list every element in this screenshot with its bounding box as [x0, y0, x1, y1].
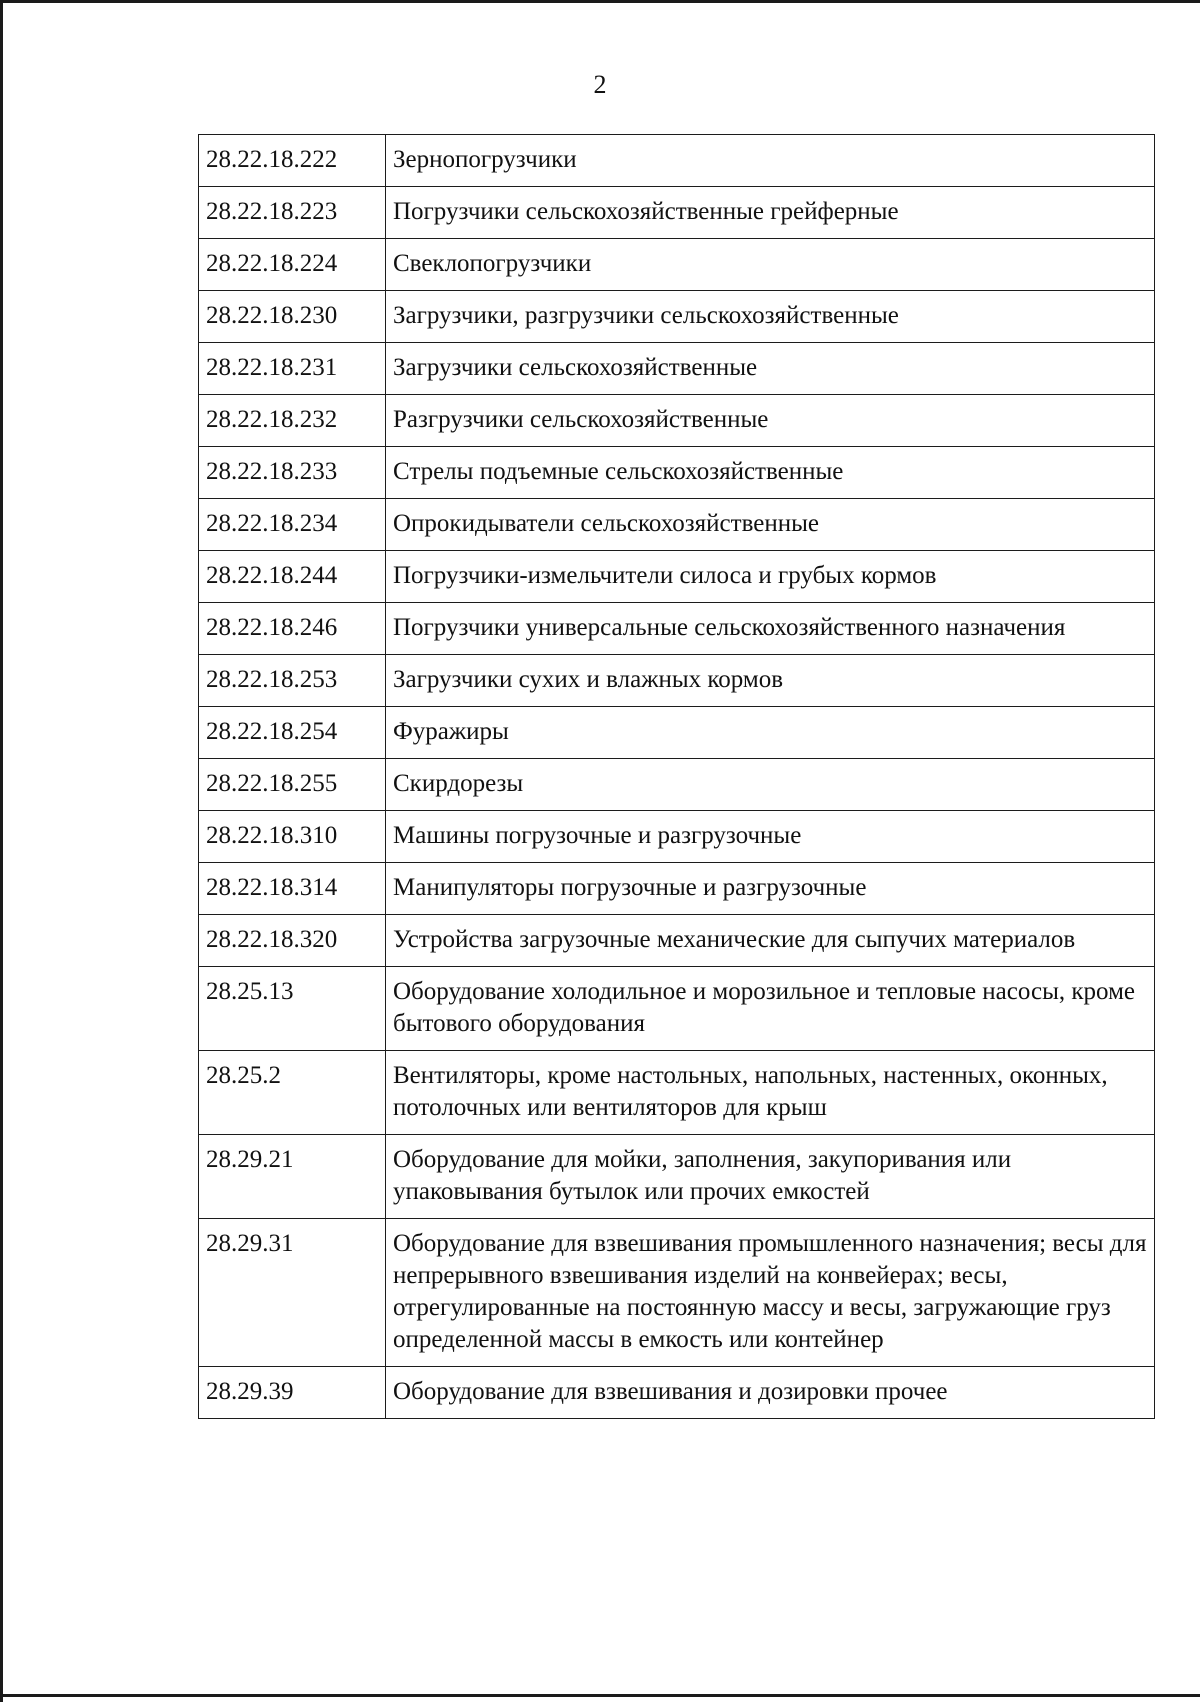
okpd-code-cell: 28.29.21: [199, 1135, 386, 1219]
okpd-code-cell: 28.22.18.223: [199, 187, 386, 239]
table-row: [199, 447, 1155, 499]
okpd-code-cell: 28.22.18.310: [199, 811, 386, 863]
table-row: [199, 187, 1155, 239]
code-table: [198, 134, 1155, 1419]
okpd-code-cell: 28.22.18.232: [199, 395, 386, 447]
okpd-code-cell: 28.22.18.254: [199, 707, 386, 759]
product-name-cell: Оборудование для мойки, заполнения, закупоривания или упаковывания бутылок или прочих емкостей: [386, 1135, 1155, 1219]
product-name-cell: Вентиляторы, кроме настольных, напольных, настенных, оконных, потолочных или вентиляторов для крыш: [386, 1051, 1155, 1135]
okpd-code-cell: 28.22.18.231: [199, 343, 386, 395]
product-name-cell: Скирдорезы: [386, 759, 1155, 811]
product-name-cell: Оборудование холодильное и морозильное и тепловые насосы, кроме бытового оборудования: [386, 967, 1155, 1051]
okpd-code-cell: 28.22.18.234: [199, 499, 386, 551]
product-name-cell: Разгрузчики сельскохозяйственные: [386, 395, 1155, 447]
table-row: [199, 291, 1155, 343]
product-name-cell: Манипуляторы погрузочные и разгрузочные: [386, 863, 1155, 915]
product-name-cell: Оборудование для взвешивания промышленного назначения; весы для непрерывного взвешивания изделий на конвейерах; весы, отрегулированные на постоянную массу и весы, загружающие груз определенной массы в емкость или контейнер: [386, 1219, 1155, 1367]
scan-edge-left: [0, 0, 3, 1702]
table-row: [199, 915, 1155, 967]
product-name-cell: Свеклопогрузчики: [386, 239, 1155, 291]
table-row: [199, 395, 1155, 447]
okpd-code-cell: 28.22.18.222: [199, 135, 386, 187]
product-name-cell: Загрузчики сельскохозяйственные: [386, 343, 1155, 395]
table-row: [199, 499, 1155, 551]
okpd-code-cell: 28.22.18.224: [199, 239, 386, 291]
okpd-code-cell: 28.22.18.244: [199, 551, 386, 603]
product-name-cell: Устройства загрузочные механические для сыпучих материалов: [386, 915, 1155, 967]
scan-edge-top: [0, 0, 1200, 3]
okpd-code-cell: 28.22.18.230: [199, 291, 386, 343]
page-number: 2: [593, 70, 607, 99]
table-row: [199, 551, 1155, 603]
product-name-cell: Загрузчики сухих и влажных кормов: [386, 655, 1155, 707]
okpd-code-cell: 28.22.18.314: [199, 863, 386, 915]
okpd-code-cell: 28.22.18.246: [199, 603, 386, 655]
table-row: [199, 863, 1155, 915]
product-name-cell: Фуражиры: [386, 707, 1155, 759]
table-row: [199, 759, 1155, 811]
table-row: [199, 707, 1155, 759]
table-row: [199, 343, 1155, 395]
table-row: [199, 603, 1155, 655]
okpd-code-cell: 28.25.13: [199, 967, 386, 1051]
okpd-code-cell: 28.29.39: [199, 1367, 386, 1419]
product-name-cell: Опрокидыватели сельскохозяйственные: [386, 499, 1155, 551]
table-row: [199, 655, 1155, 707]
table-row: [199, 239, 1155, 291]
product-name-cell: Зернопогрузчики: [386, 135, 1155, 187]
okpd-code-cell: 28.29.31: [199, 1219, 386, 1367]
table-row: [199, 811, 1155, 863]
product-name-cell: Погрузчики сельскохозяйственные грейферные: [386, 187, 1155, 239]
okpd-code-cell: 28.25.2: [199, 1051, 386, 1135]
scan-edge-bottom: [0, 1694, 1200, 1697]
table-row: [199, 1367, 1155, 1419]
okpd-code-cell: 28.22.18.233: [199, 447, 386, 499]
product-name-cell: Машины погрузочные и разгрузочные: [386, 811, 1155, 863]
table-row: [199, 967, 1155, 1051]
okpd-code-cell: 28.22.18.253: [199, 655, 386, 707]
okpd-code-cell: 28.22.18.255: [199, 759, 386, 811]
okpd-code-cell: 28.22.18.320: [199, 915, 386, 967]
product-name-cell: Оборудование для взвешивания и дозировки прочее: [386, 1367, 1155, 1419]
code-table-body: [199, 135, 1155, 1419]
table-row: [199, 1051, 1155, 1135]
product-name-cell: Погрузчики универсальные сельскохозяйственного назначения: [386, 603, 1155, 655]
product-name-cell: Загрузчики, разгрузчики сельскохозяйственные: [386, 291, 1155, 343]
product-name-cell: Погрузчики-измельчители силоса и грубых кормов: [386, 551, 1155, 603]
product-name-cell: Стрелы подъемные сельскохозяйственные: [386, 447, 1155, 499]
table-row: [199, 1135, 1155, 1219]
table-row: [199, 135, 1155, 187]
table-row: [199, 1219, 1155, 1367]
